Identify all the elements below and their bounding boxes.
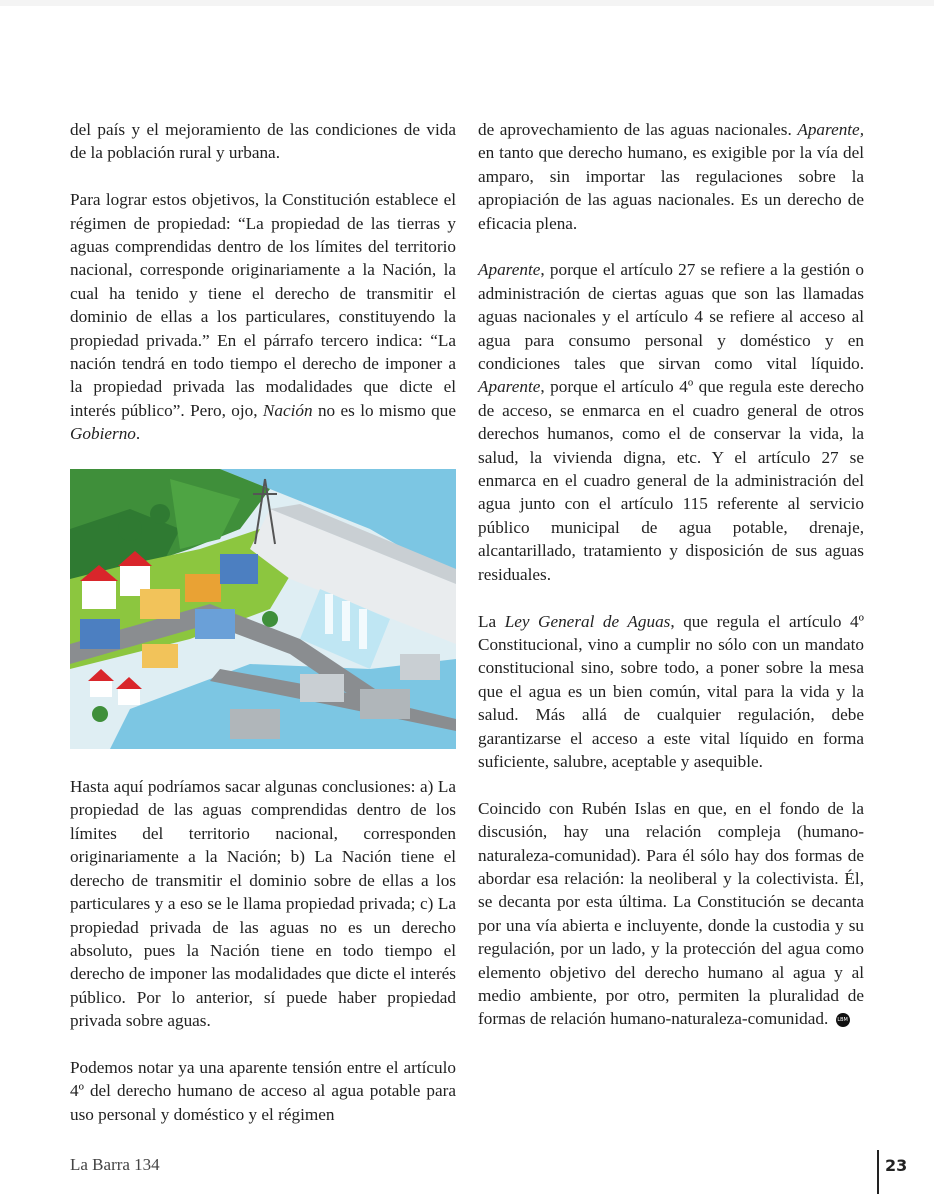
emphasis-aparente: Aparente,: [797, 120, 864, 139]
right-paragraph-3: [478, 610, 864, 774]
page-number: 23: [885, 1156, 908, 1175]
left-paragraph-4: Podemos notar ya una aparente tensión entre el artículo 4º del derecho humano de acceso al agua potable para uso personal y doméstico y el régimen: [70, 1057, 456, 1124]
text-run: de aprovechamiento de las aguas nacionales.: [478, 120, 798, 139]
text-run: La: [478, 611, 505, 631]
text-run: , que regula el artículo 4º Constitucional, vino a cumplir no sólo con un mandato constitucional sino, sobre todo, a poner sobre la mesa que el agua es un bien común, vital para la vida y la salud. Más allá de cualquier regulación, debe garantizarse el acceso a este vital líquido en forma suficiente, salubre, aceptable y asequible.: [478, 611, 864, 771]
left-paragraph-3: Hasta aquí podríamos sacar algunas conclusiones: a) La propiedad de las aguas comprendidas dentro de los límites del territorio nacional, corresponden originariamente a la Nación; b) La Nación tiene el derecho de transmitir el dominio sobre de ellas a los particulares y a eso se le llama propiedad privada; c) La propiedad privada de las aguas no es un derecho absoluto, pues la Nación tiene en todo tiempo el derecho de imponer las modalidades que dicte el interés público. Por lo anterior, sí puede haber propiedad privada sobre aguas.: [70, 777, 456, 1031]
left-paragraph-2: [70, 188, 456, 445]
emphasis-ley-general: Ley General de Aguas: [504, 611, 671, 631]
dam-city-illustration: [70, 469, 456, 749]
emphasis-nacion: Nación: [262, 400, 313, 420]
emphasis-aparente: Aparente: [478, 260, 541, 280]
text-run: no es lo mismo que: [312, 400, 456, 420]
footer-divider: [877, 1150, 879, 1194]
left-paragraph-1: del país y el mejoramiento de las condiciones de vida de la población rural y urbana.: [70, 120, 456, 163]
left-column: [70, 118, 456, 1150]
right-column: [478, 118, 864, 1054]
text-run: Para lograr estos objetivos, la Constitución establece el régimen de propiedad: “La propiedad de las tierras y aguas comprendidas dentro de los límites del territorio nacional, corresponde originariamente a la Nación, la cual ha tenido y tiene el derecho de transmitir el dominio de ellas a los particulares, constituyendo la propiedad privada.” En el párrafo tercero indica: “La nación tendrá en todo tiempo el derecho de imponer a la propiedad privada las modalidades que dicte el interés público”. Pero, ojo,: [70, 190, 456, 420]
right-paragraph-4: [478, 797, 864, 1031]
right-paragraph-1: [478, 118, 864, 235]
text-run: en tanto que derecho humano, es exigible por la vía del amparo, sin importar las regulaciones sobre la apropiación de las aguas nacionales. Es un derecho de eficacia plena.: [478, 143, 864, 233]
right-paragraph-2: [478, 258, 864, 586]
text-run: , porque el artículo 4º que regula este derecho de acceso, se enmarca en el cuadro general de otros derechos humanos, como el de conservar la vida, la salud, la vivienda digna, etc. Y el artículo 27 se enmarca en el cuadro general de la administración del agua junto con el artículo 115 referente al servicio público municipal de agua potable, drenaje, alcantarillado, tratamiento y disposición de sus aguas residuales.: [478, 377, 864, 584]
emphasis-gobierno: Gobierno: [70, 424, 136, 444]
text-run: , porque el artículo 27 se refiere a la gestión o administración de ciertas aguas que son las llamadas aguas nacionales y el artículo 4 se refiere al acceso al agua para consumo personal y doméstico y en condiciones tales que sirvan como vital líquido.: [478, 260, 864, 374]
text-run: .: [135, 424, 141, 444]
text-run: Coincido con Rubén Islas en que, en el fondo de la discusión, hay una relación compleja (humano-naturaleza-comunidad). Para él sólo hay dos formas de abordar esa relación: la neoliberal y la colectivista. Él, se decanta por esta última. La Constitución se decanta por una vía abierta e incluyente, donde la custodia y su regulación, por un lado, y la protección del agua como elemento objetivo del derecho humano al agua y al medio ambiente, por otro, permiten la pluralidad de formas de relación humano-naturaleza-comunidad.: [478, 798, 864, 1029]
emphasis-aparente: Aparente: [478, 377, 541, 397]
end-of-article-logo-icon: LBM: [836, 1013, 850, 1027]
footer-publication: La Barra 134: [70, 1155, 160, 1174]
page-top-edge: [0, 0, 934, 6]
